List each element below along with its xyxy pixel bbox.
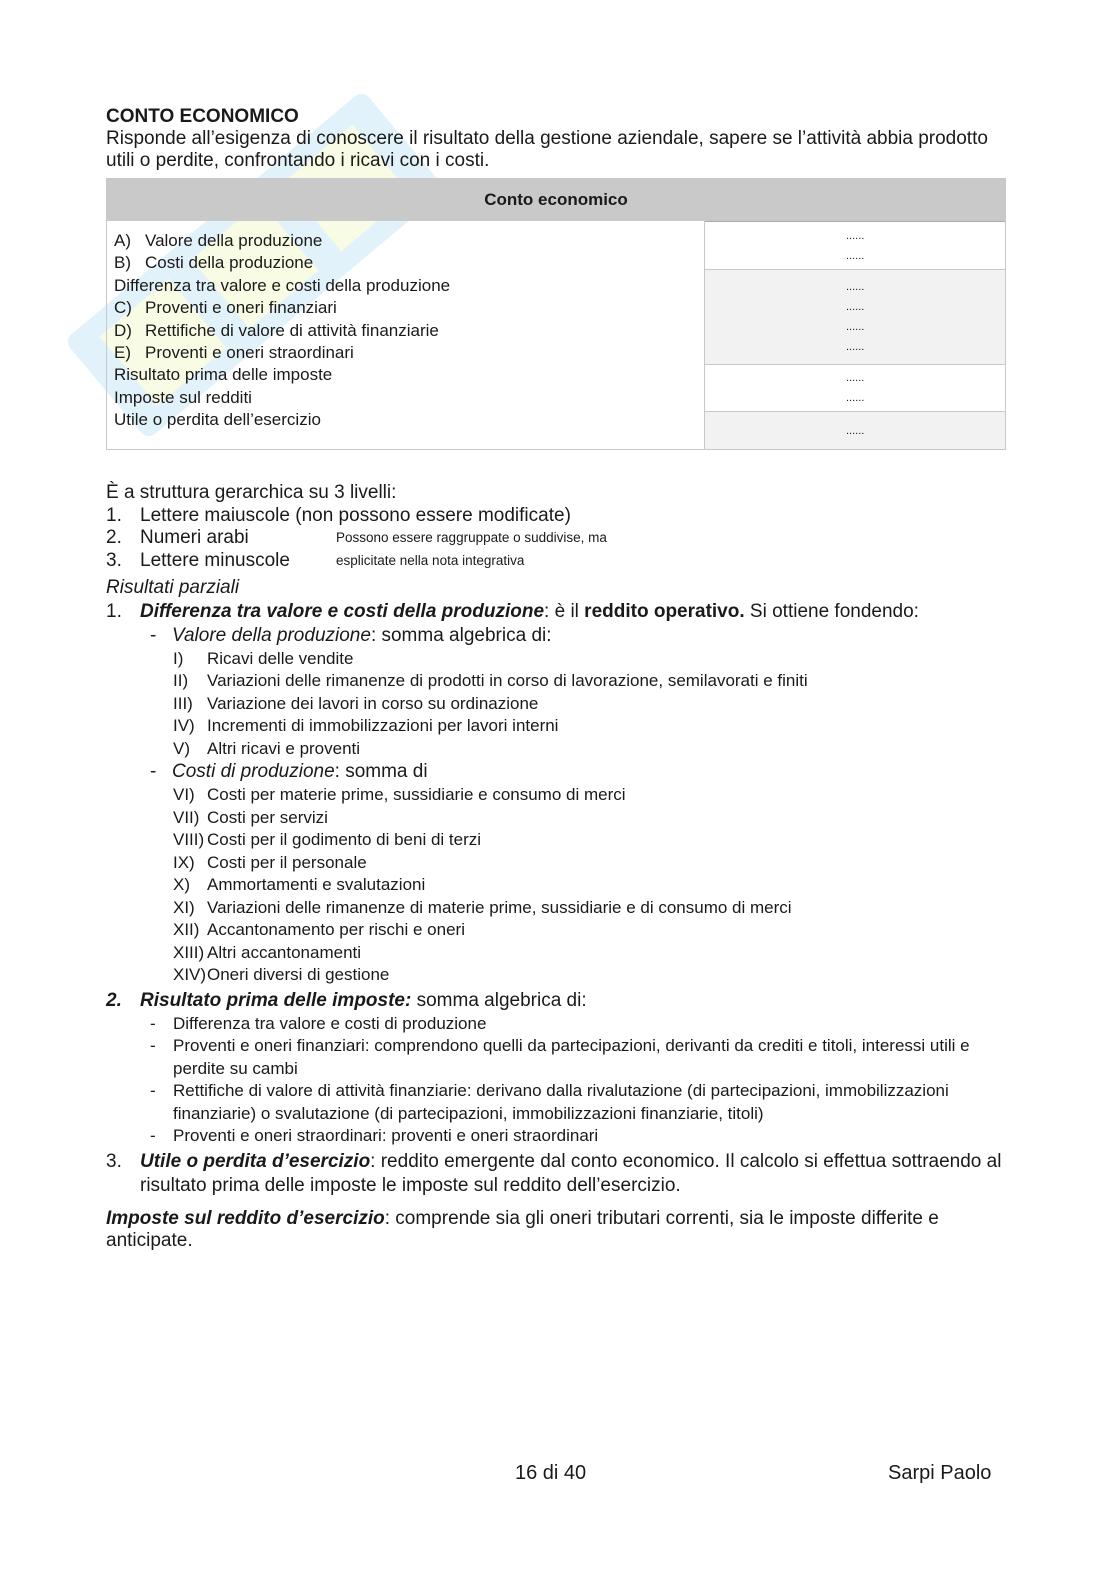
partial-item-3	[106, 1150, 1006, 1198]
item-bold: reddito operativo.	[584, 600, 745, 622]
list-text: Incrementi di immobilizzazioni per lavori interni	[207, 716, 559, 735]
list-item	[150, 1013, 1006, 1036]
row-label: Proventi e oneri straordinari	[145, 343, 354, 363]
value-cell-group	[705, 365, 1005, 412]
value-placeholder: ......	[846, 372, 865, 384]
list-item	[173, 715, 1006, 738]
item-text: : è il	[544, 600, 585, 622]
value-placeholder: ......	[846, 301, 865, 313]
level-item	[106, 550, 1006, 573]
table-row	[114, 320, 704, 342]
level-text: Numeri arabi	[140, 527, 249, 548]
row-label: Costi della produzione	[145, 253, 314, 273]
table-values	[704, 221, 1005, 449]
item-term: Utile o perdita d’esercizio	[140, 1150, 371, 1172]
item-text: : somma algebrica di:	[370, 624, 552, 646]
list-text: Variazioni delle rimanenze di prodotti in corso di lavorazione, semilavorati e finiti	[207, 671, 808, 690]
row-key: E)	[114, 343, 131, 363]
list-item	[173, 670, 1006, 693]
table-row	[114, 297, 704, 319]
row-label: Proventi e oneri finanziari	[145, 298, 337, 318]
list-item	[150, 1125, 1006, 1148]
item-term: Valore della produzione	[172, 624, 371, 646]
roman-numeral: VI)	[173, 785, 195, 804]
roman-numeral: I)	[173, 648, 184, 668]
list-item	[173, 852, 1006, 875]
section-heading: CONTO ECONOMICO	[106, 106, 299, 127]
item-term: Risultato prima delle imposte:	[140, 989, 412, 1011]
list-text: Ammortamenti e svalutazioni	[207, 875, 426, 894]
level-number: 1.	[106, 504, 122, 526]
table-row	[114, 409, 704, 431]
value-cell-group	[705, 412, 1005, 449]
level-text: Lettere maiuscole (non possono essere modificate)	[140, 504, 571, 526]
list-text: Costi per materie prime, sussidiarie e consumo di merci	[207, 785, 626, 804]
item-text: : reddito emergente dal conto economico. Il calcolo si effettua sottraendo al risultato prima delle imposte le imposte sul reddito dell’esercizio.	[140, 1150, 1002, 1196]
item-term: Costi di produzione	[172, 761, 335, 782]
dash-bullet: -	[150, 1126, 156, 1145]
list-text: Accantonamento per rischi e oneri	[207, 920, 465, 939]
item-text: : somma di	[334, 761, 428, 782]
table-row	[114, 230, 704, 252]
list-item	[150, 1080, 1006, 1125]
table-title: Conto economico	[484, 190, 628, 209]
author-name: Sarpi Paolo	[888, 1462, 992, 1484]
list-text: Variazioni delle rimanenze di materie prime, sussidiarie e di consumo di merci	[207, 897, 792, 917]
partials-title: Risultati parziali	[106, 577, 240, 598]
value-placeholder: ......	[846, 392, 865, 404]
list-item	[173, 784, 1006, 807]
table-header	[107, 179, 1005, 221]
list-text: Costi per il personale	[207, 852, 367, 872]
table-row	[114, 252, 704, 274]
roman-numeral: XII)	[173, 920, 200, 939]
level-item	[106, 505, 1006, 528]
roman-numeral: XIV)	[173, 965, 207, 984]
list-text: Differenza tra valore e costi di produzione	[173, 1013, 487, 1033]
roman-numeral: IX)	[173, 852, 195, 872]
roman-numeral: XIII)	[173, 942, 205, 962]
imposte-term: Imposte sul reddito d’esercizio	[106, 1207, 385, 1229]
list-item	[173, 942, 1006, 965]
level-note: Possono essere raggruppate o suddivise, ma	[336, 530, 607, 545]
value-cell-group	[705, 270, 1005, 365]
row-label: Risultato prima delle imposte	[114, 365, 333, 385]
row-key: B)	[114, 253, 131, 273]
table-labels	[107, 221, 704, 449]
roman-numeral: XI)	[173, 897, 195, 917]
list-text: Oneri diversi di gestione	[207, 965, 390, 984]
table-row	[114, 275, 704, 297]
row-label: Utile o perdita dell’esercizio	[114, 410, 321, 430]
level-number: 2.	[106, 527, 122, 548]
list-item	[150, 1035, 1006, 1080]
costi-heading	[150, 760, 1006, 784]
roman-numeral: X)	[173, 875, 190, 894]
level-text: Lettere minuscole	[140, 549, 290, 571]
roman-numeral: VII)	[173, 807, 200, 827]
partial-item-2	[106, 989, 1006, 1013]
dash-bullet: -	[150, 624, 157, 646]
item-term: Differenza tra valore e costi della produzione	[140, 600, 545, 622]
partial-item-1	[106, 600, 1006, 624]
list-text: Costi per il godimento di beni di terzi	[207, 830, 482, 849]
roman-numeral: VIII)	[173, 830, 205, 849]
item-text: somma algebrica di:	[411, 989, 587, 1011]
value-cell-group	[705, 221, 1005, 270]
conto-economico-table	[106, 178, 1006, 450]
roman-numeral: II)	[173, 671, 189, 690]
structure-intro: È a struttura gerarchica su 3 livelli:	[106, 482, 397, 503]
imposte-paragraph	[106, 1208, 1006, 1253]
value-placeholder: ......	[846, 249, 865, 262]
value-placeholder: ......	[846, 424, 865, 437]
row-label: Differenza tra valore e costi della produzione	[114, 275, 451, 295]
list-text: Ricavi delle vendite	[207, 648, 354, 668]
page-content	[106, 106, 1006, 1253]
roman-numeral: V)	[173, 738, 190, 758]
list-text: Altri accantonamenti	[207, 942, 362, 962]
list-text: Proventi e oneri finanziari: comprendono quelli da partecipazioni, derivanti da crediti e titoli, interessi utili e perdite su cambi	[173, 1036, 970, 1078]
list-text: Costi per servizi	[207, 807, 328, 827]
dash-bullet: -	[150, 1013, 156, 1033]
roman-numeral: III)	[173, 693, 193, 713]
list-item	[173, 648, 1006, 671]
value-placeholder: ......	[846, 341, 865, 353]
list-item	[173, 897, 1006, 920]
list-text: Altri ricavi e proventi	[207, 738, 361, 758]
row-key: A)	[114, 231, 131, 250]
value-placeholder: ......	[846, 229, 865, 242]
row-label: Rettifiche di valore di attività finanziarie	[145, 320, 439, 340]
imposte-text: : comprende sia gli oneri tributari correnti, sia le imposte differite e anticipate.	[106, 1207, 939, 1251]
list-item	[173, 919, 1006, 942]
row-label: Valore della produzione	[145, 231, 323, 250]
list-item	[173, 874, 1006, 897]
table-row	[114, 387, 704, 409]
list-text: Proventi e oneri straordinari: proventi e oneri straordinari	[173, 1126, 599, 1145]
level-note: esplicitate nella nota integrativa	[336, 552, 525, 568]
value-placeholder: ......	[846, 321, 865, 333]
intro-paragraph: Risponde all’esigenza di conoscere il risultato della gestione aziendale, sapere se l’attività abbia prodotto utili o perdite, confrontando i ricavi con i costi.	[106, 128, 988, 171]
list-item	[173, 829, 1006, 852]
dash-bullet: -	[150, 761, 157, 782]
value-placeholder: ......	[846, 281, 865, 293]
dash-bullet: -	[150, 1081, 156, 1100]
item-number: 2.	[106, 989, 122, 1011]
list-item	[173, 964, 1006, 987]
list-item	[173, 807, 1006, 830]
row-key: C)	[114, 298, 132, 318]
list-item	[173, 738, 1006, 761]
table-row	[114, 364, 704, 386]
list-text: Variazione dei lavori in corso su ordinazione	[207, 693, 539, 713]
dash-bullet: -	[150, 1036, 156, 1055]
page-number: 16 di 40	[515, 1462, 587, 1484]
table-row	[114, 342, 704, 364]
item-number: 1.	[106, 600, 122, 622]
item-text: Si ottiene fondendo:	[744, 600, 919, 622]
row-label: Imposte sul redditi	[114, 387, 252, 407]
list-text: Rettifiche di valore di attività finanziarie: derivano dalla rivalutazione (di partecipazioni, immobilizzazioni finanziarie) o svalutazione (di partecipazioni, immobilizzazioni finanziarie, titoli)	[173, 1081, 949, 1123]
roman-numeral: IV)	[173, 716, 195, 735]
item-number: 3.	[106, 1150, 122, 1172]
level-number: 3.	[106, 549, 122, 571]
row-key: D)	[114, 320, 132, 340]
valore-heading	[150, 624, 1006, 648]
list-item	[173, 693, 1006, 716]
level-item	[106, 527, 1006, 550]
